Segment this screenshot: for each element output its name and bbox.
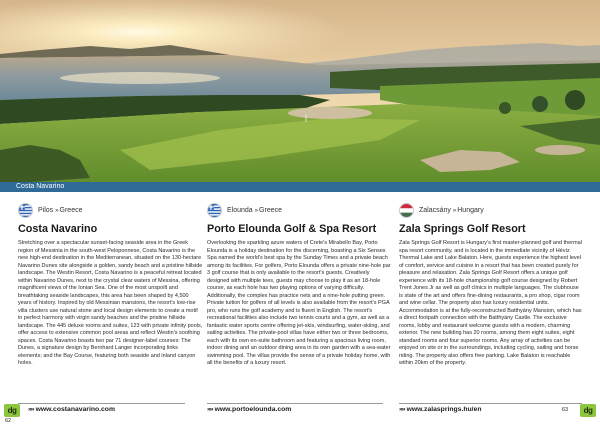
divider [207,403,383,404]
page-number-left: 62 [5,418,12,424]
hungary-flag-icon [399,203,414,218]
photo-caption: Costa Navarino [16,183,65,190]
resort-title: Porto Elounda Golf & Spa Resort [207,223,377,235]
location-town: Pilos [38,207,54,214]
resort-description: Stretching over a spectacular sunset-facing seaside area in the Greek region of Messinia in the south-west Peloponnese, Costa Navarino is the new high-end destination in the Mediterranean, situated on the 130-hectare Navarino Dunes site alongside a golden, sandy beach and a pristine hillside landscape. The Westin Resort, Costa Navarino is a peaceful retreat located within Navarino Dunes, next to the crystal clear waters of Messina, offering magnificent views of the Ionian Sea. One of the most unspoilt and breathtaking seaside landscapes, this area has been shaped by 4,500 years of history. Inspired by old Messinian mansions, the resort's low-rise villa clusters use natural stone and local design elements to create a motif in perfect harmony with virgin sandy beaches and the pristine hillside landscape. The 445 deluxe rooms and suites, 123 with private infinity pools, offer access to extensive common pool areas and reflect Westin's soothing spaces. Costa Navarino boasts two par 71 designer-label courses: The Dunes, a signature design by Bernhard Langer incorporating links elements; and the Bay Course, featuring both seaside and inland canyon holes. [18,240,203,366]
website-url[interactable]: www.zalasprings.hu/en [406,406,482,413]
location-town: Zalacsány [419,207,451,214]
page-number-right: 63 [562,407,569,413]
resort-column-zala-springs [399,202,584,397]
location-country: Greece [59,207,83,214]
location-country: Greece [259,207,283,214]
hero-photo [0,0,600,189]
website-link[interactable] [399,406,481,413]
double-arrow-icon: »» [28,406,34,413]
location-line [399,202,584,219]
resort-column-costa-navarino [18,202,203,397]
greece-flag-icon [207,203,222,218]
location-line [18,202,203,219]
website-url[interactable]: www.costanavarino.com [35,406,116,413]
resort-column-porto-elounda [207,202,392,397]
location-arrow: » [55,207,59,214]
location-arrow: » [452,207,457,214]
website-url[interactable]: www.portoelounda.com [214,406,292,413]
location-line [207,202,392,219]
website-link[interactable] [28,406,115,413]
golf-course-sunset-illustration [0,0,600,189]
divider [18,403,185,404]
resort-title: Costa Navarino [18,223,98,235]
location-country: Hungary [457,207,484,214]
divider [399,403,582,404]
location-arrow: » [254,207,259,214]
double-arrow-icon: »» [399,406,405,413]
resort-description: Zala Springs Golf Resort is Hungary's first master-planned golf and thermal spa resort community, and is located in the immediate vicinity of Hévíz Thermal Lake and Lake Balaton. Here, guests experience the highest level of comfort, service and cuisine in a resort that has been created purely for pleasure and relaxation. Zala Springs Golf Resort offers a unique golf experience with its 18-hole championship golf course designed by Robert Trent Jones Jr as well as golf clinics in multiple languages. The clubhouse is state of the art and offers fine-dining restaurants, a pro shop, cigar room and wine cellar. The property also has luxury residential units. Accommodation is at the fully-reconstructed Batthyány Mansion, which has a direct footpath connection with the Batthyány Castle. The exclusive rooms, lobby and restaurant welcome guests with a modern, charming exterior. The new building has 20 rooms, among them eight suites, eight standard rooms and four superior rooms. Any array of activities can be enjoyed on site or in the surroundings, including cycling, sailing and horse riding. The property also offers free parking. Lake Balaton is reachable within 20km of the property. [399,240,582,366]
dg-logo: dg [580,404,596,417]
website-link[interactable] [207,406,291,413]
resort-title: Zala Springs Golf Resort [399,223,526,235]
dg-logo: dg [4,404,20,417]
photo-caption-bar [0,182,600,192]
greece-flag-icon [18,203,33,218]
resort-description: Overlooking the sparkling azure waters of Crete's Mirabello Bay, Porto Elounda is a holiday destination for the discerning, boasting a Six Senses Spa named the world's best spa by the Sunday Times and a private beach among its facilities. For golfers, Porto Elounda offers a private nine-hole par 3 golf course that is only available to the resort's guests. Creatively designed with multiple tees, guests may choose to play it as an 18-hole course, as each hole has two playing options of varying difficulty. Additionally, the complex has practice nets and a nine-hole putting green. Private tuition for golfers of all levels is also available from the resort's PGA pro, who runs the golf academy and is fluent in English. The resort's recreational facilities also include two tennis courts and a gym, as well as a fantastic water sports centre offering jet-skis, windsurfing, water-skiing, and sailing activities. The private-pool villas have either two or three bedrooms, each with its own en-suite bathroom and featuring a spacious living room, indoor dining and an outdoor dining area in its own garden with a sea-water swimming pool. The villas provide the sense of a private holiday home, with all the benefits of a luxury resort. [207,240,391,366]
double-arrow-icon: »» [207,406,213,413]
location-town: Elounda [227,207,253,214]
